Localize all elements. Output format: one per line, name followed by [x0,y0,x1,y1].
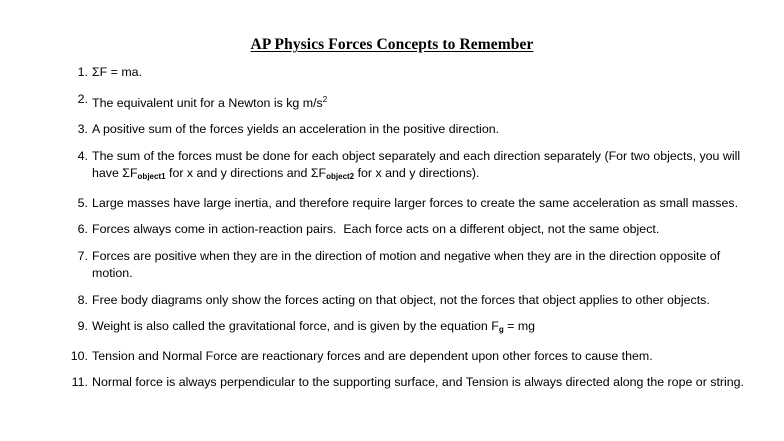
list-item [66,121,756,139]
item-number: 8 . [66,292,88,310]
list-item [66,148,756,186]
list-item [66,292,756,310]
list-item [66,374,756,392]
list-item [66,195,756,213]
item-number: 4 . [66,148,88,166]
item-text: Forces are positive when they are in the direction of motion and negative when they are in the direction opposite of motion. [92,248,721,280]
item-text: ΣF = ma. [92,65,143,79]
item-number: 1 . [66,64,88,82]
item-text: Normal force is always perpendicular to the supporting surface, and Tension is always directed along the rope or string. [92,375,745,389]
item-number: 2 . [66,91,88,109]
item-number: 7 . [66,248,88,266]
item-text: The equivalent unit for a Newton is kg m/s [92,95,323,110]
item-text: Free body diagrams only show the forces acting on that object, not the forces that object applies to other objects. [92,292,710,307]
item-number: 11 . [66,374,88,392]
list-item [66,91,756,113]
item-subscript: g [498,325,504,334]
item-text: Weight is also called the gravitational force, and is given by the equation F [92,319,499,333]
list-item [66,64,756,82]
item-text: A positive sum of the forces yields an acceleration in the positive direction. [92,122,500,136]
page-title: AP Physics Forces Concepts to Remember [250,36,534,53]
item-subscript: object2 [326,172,355,181]
list-item [66,248,756,283]
item-text: for x and y directions). [354,166,480,180]
item-number: 6 . [66,221,88,239]
item-text: = mg [503,319,536,333]
item-subscript: object1 [137,172,166,181]
item-text: Large masses have large inertia, and therefore require larger forces to create the same acceleration as small masses. [92,195,739,210]
item-number: 3 . [66,121,88,139]
item-text: Forces always come in action-reaction pairs. Each force acts on a different object, not the same object. [92,222,660,236]
list-item [66,221,756,239]
list-item [66,318,756,339]
item-text: for x and y directions and ΣF [165,166,327,180]
list-item [66,348,756,366]
item-number: 10 . [66,348,88,366]
item-number: 9 . [66,318,88,336]
item-superscript: 2 [322,94,328,104]
item-number: 5 . [66,195,88,213]
item-text: Tension and Normal Force are reactionary forces and are dependent upon other forces to cause them. [92,348,653,363]
concepts-list [66,64,756,401]
item-text: The sum of the forces must be done for each object separately and each direction separately (For two objects, you will have ΣF [92,148,741,180]
